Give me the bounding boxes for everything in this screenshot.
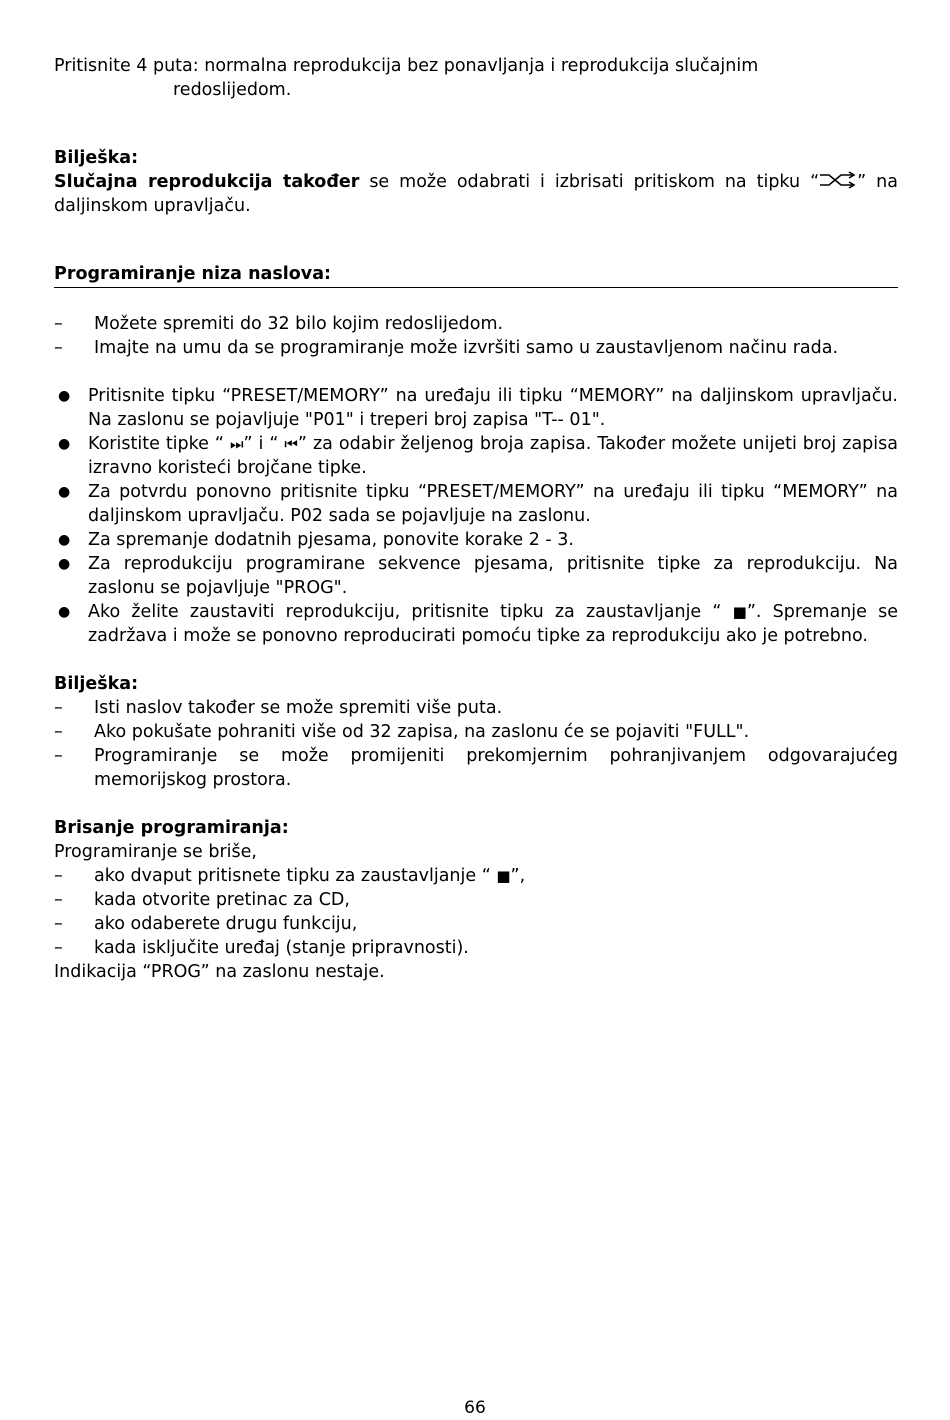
dash-text: kada otvorite pretinac za CD, bbox=[94, 890, 350, 910]
clearing-heading: Brisanje programiranja: bbox=[54, 818, 289, 838]
bullet-item bbox=[54, 480, 898, 528]
dash-item bbox=[54, 696, 898, 720]
dash-item bbox=[54, 936, 898, 960]
bullet-text: ”. Spremanje se zadržava i može se ponovno reproducirati pomoću tipke za reprodukciju ako je potrebno. bbox=[88, 602, 898, 646]
bullet-item bbox=[54, 432, 898, 480]
intro-line-2: redoslijedom. bbox=[173, 80, 292, 100]
skip-forward-icon: ⏭ bbox=[229, 435, 244, 453]
dash-text: Programiranje se može promijeniti prekomjernim pohranjivanjem odgovarajućeg memorijskog prostora. bbox=[94, 746, 898, 790]
bullet-mark: ● bbox=[58, 436, 71, 452]
skip-back-icon: ⏮ bbox=[284, 435, 298, 453]
dash-item bbox=[54, 864, 898, 888]
bullet-text: Za reprodukciju programirane sekvence pjesama, pritisnite tipke za reprodukciju. Na zaslonu se pojavljuje "PROG". bbox=[88, 554, 898, 598]
dash-text: Isti naslov također se može spremiti više puta. bbox=[94, 698, 503, 718]
dash-mark: – bbox=[54, 698, 63, 718]
dash-item bbox=[54, 912, 898, 936]
dash-mark: – bbox=[54, 890, 63, 910]
dash-item bbox=[54, 744, 898, 792]
bullet-mark: ● bbox=[58, 484, 71, 500]
bullet-item bbox=[54, 528, 898, 552]
bullet-text: ” i “ bbox=[243, 434, 285, 454]
dash-text: ako odaberete drugu funkciju, bbox=[94, 914, 358, 934]
page-number: 66 bbox=[464, 1398, 486, 1418]
dash-mark: – bbox=[54, 938, 63, 958]
dash-text: Ako pokušate pohraniti više od 32 zapisa, na zaslonu će se pojaviti "FULL". bbox=[94, 722, 750, 742]
dash-mark: – bbox=[54, 746, 63, 766]
bullet-item bbox=[54, 552, 898, 600]
bullet-text: Pritisnite tipku “PRESET/MEMORY” na uređaju ili tipku “MEMORY” na daljinskom upravljaču. Na zaslonu se pojavljuje "P01" i treperi broj zapisa "T-- 01". bbox=[88, 386, 898, 430]
document-page bbox=[54, 54, 898, 984]
stop-icon: ■ bbox=[496, 867, 511, 885]
bullet-mark: ● bbox=[58, 388, 71, 404]
dash-text: ”, bbox=[510, 866, 526, 886]
dash-mark: – bbox=[54, 914, 63, 934]
clearing-outro: Indikacija “PROG” na zaslonu nestaje. bbox=[54, 962, 385, 982]
bullet-text: ” za odabir željenog broja zapisa. Također možete unijeti broj zapisa izravno koristeći brojčane tipke. bbox=[88, 434, 898, 478]
note-text-before: se može odabrati i izbrisati pritiskom na tipku “ bbox=[359, 172, 820, 192]
dash-item bbox=[54, 720, 898, 744]
dash-text: kada isključite uređaj (stanje pripravnosti). bbox=[94, 938, 469, 958]
bullet-text: Za potvrdu ponovno pritisnite tipku “PRESET/MEMORY” na uređaju ili tipku “MEMORY” na daljinskom upravljaču. P02 sada se pojavljuje na zaslonu. bbox=[88, 482, 898, 526]
note-text-after: ” na daljinskom upravljaču. bbox=[54, 172, 898, 216]
note-paragraph bbox=[54, 170, 898, 218]
bullet-mark: ● bbox=[58, 556, 71, 572]
dash-mark: – bbox=[54, 866, 63, 886]
bullet-text: Ako želite zaustaviti reprodukciju, pritisnite tipku za zaustavljanje “ bbox=[88, 602, 733, 622]
dash-text: Imajte na umu da se programiranje može izvršiti samo u zaustavljenom načinu rada. bbox=[94, 338, 839, 358]
bullet-text: Za spremanje dodatnih pjesama, ponovite korake 2 - 3. bbox=[88, 530, 574, 550]
dash-mark: – bbox=[54, 314, 63, 334]
clearing-intro: Programiranje se briše, bbox=[54, 842, 257, 862]
bullet-mark: ● bbox=[58, 604, 71, 620]
note-heading: Bilješka: bbox=[54, 148, 139, 168]
dash-mark: – bbox=[54, 722, 63, 742]
dash-text: Možete spremiti do 32 bilo kojim redoslijedom. bbox=[94, 314, 504, 334]
bullet-text: Koristite tipke “ bbox=[88, 434, 230, 454]
dash-item bbox=[54, 888, 898, 912]
note-heading-2: Bilješka: bbox=[54, 674, 139, 694]
dash-item bbox=[54, 312, 898, 336]
dash-mark: – bbox=[54, 338, 63, 358]
stop-icon: ■ bbox=[732, 603, 747, 621]
intro-line-1: Pritisnite 4 puta: normalna reprodukcija bez ponavljanja i reprodukcija slučajnim bbox=[54, 56, 759, 76]
shuffle-icon bbox=[819, 171, 857, 189]
bullet-item bbox=[54, 600, 898, 648]
programming-heading: Programiranje niza naslova: bbox=[54, 262, 898, 288]
bullet-mark: ● bbox=[58, 532, 71, 548]
dash-item bbox=[54, 336, 898, 360]
bullet-item bbox=[54, 384, 898, 432]
dash-text: ako dvaput pritisnete tipku za zaustavljanje “ bbox=[94, 866, 497, 886]
note-bold-text: Slučajna reprodukcija također bbox=[54, 172, 360, 192]
